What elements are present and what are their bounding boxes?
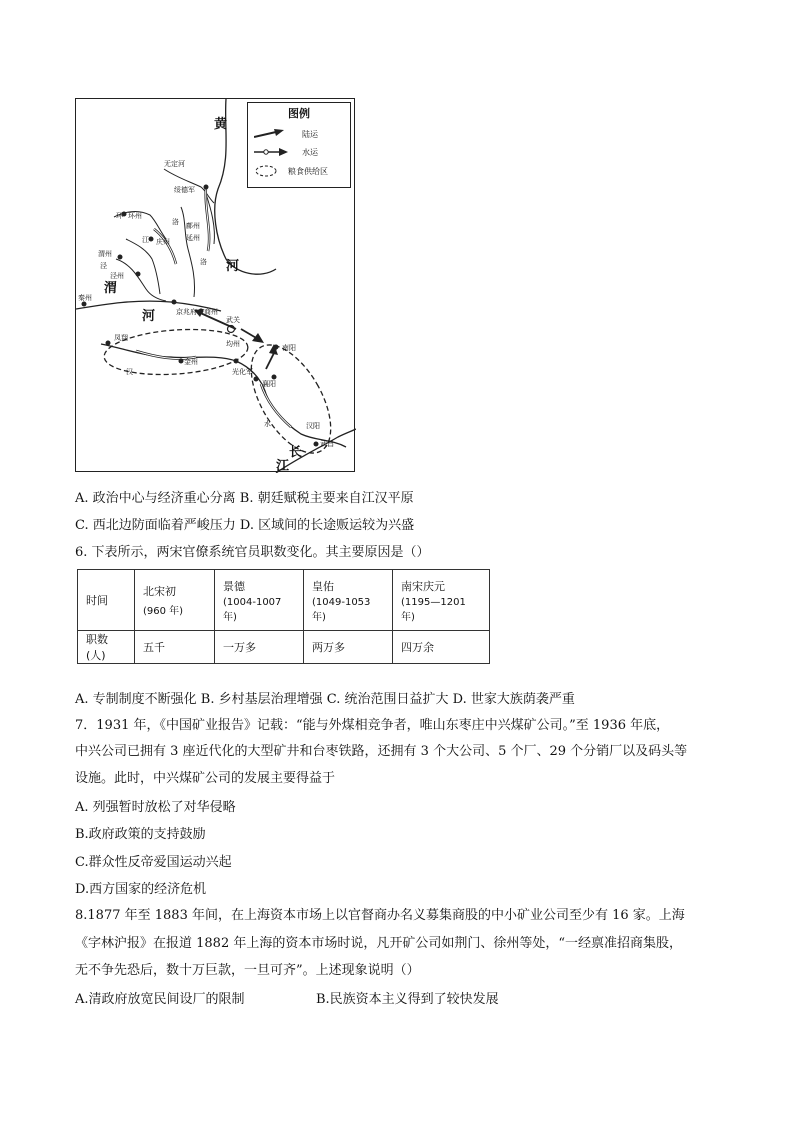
river-label-wei: 渭 [104, 281, 118, 296]
q7-line2: 中兴公司已拥有 3 座近代化的大型矿井和台枣铁路，还拥有 3 个大公司、5 个厂、29 个分销厂以及码头等 [75, 744, 688, 759]
map-legend [247, 102, 351, 188]
land-route-arrow-icon [254, 129, 284, 139]
q6-stem: 6. 下表所示，两宋官僚系统官员职数变化。其主要原因是（） [75, 545, 430, 560]
place-nanyang: 南阳 [282, 344, 296, 352]
place-jin: 金州 [184, 358, 198, 366]
river-label-jiang: 江 [276, 459, 290, 474]
table-header-time: 时间 [78, 570, 135, 631]
q8-option-a: A.清政府放宽民间设厂的限制 [75, 992, 245, 1007]
place-xiangyang: 襄阳 [262, 380, 276, 388]
river-label-chang: 长 [289, 445, 303, 460]
q8-option-b: B.民族资本主义得到了较快发展 [316, 992, 499, 1007]
q8-line1: 8.1877 年至 1883 年间，在上海资本市场上以官督商办名义募集商股的中小矿业公司至少有 16 家。上海 [75, 908, 685, 923]
place-guanghua: 光化军 [232, 368, 253, 376]
map-figure [75, 98, 355, 472]
place-wuding: 无定河 [164, 160, 185, 168]
q6-table [77, 569, 490, 664]
table-header-count: 职数(人) [78, 631, 135, 664]
q8-line3: 无不争先恐后，数十万巨款，一旦可齐”。上述现象说明（） [75, 963, 420, 978]
period-name: 景德 [223, 579, 245, 593]
table-cell-count: 五千 [135, 631, 215, 664]
place-hanyang: 汉阳 [306, 422, 320, 430]
place-luo: 洛 [172, 218, 179, 226]
place-ezhou: 武昌 [320, 440, 334, 448]
place-wei: 渭州 [98, 250, 112, 258]
period-years: (960 年) [143, 606, 184, 617]
period-name: 北宋初 [143, 585, 176, 598]
q6-options: A. 专制制度不断强化 B. 乡村基层治理增强 C. 统治范围日益扩大 D. 世家大族荫袭严重 [75, 692, 575, 707]
table-cell-period [135, 570, 215, 631]
q7-option-d: D.西方国家的经济危机 [75, 882, 207, 897]
place-jingzhou: 泾州 [110, 272, 124, 280]
q5-options-line1: A. 政治中心与经济重心分离 B. 朝廷赋税主要来自江汉平原 [75, 491, 414, 506]
place-qing: 庆州 [156, 238, 170, 246]
place-jingzhao: 京兆府 [176, 308, 197, 316]
period-years: (1195—1201 年) [401, 596, 466, 623]
legend-label-land: 陆运 [302, 130, 318, 139]
river-label-huang: 黄 [214, 117, 228, 132]
q7-option-c: C.群众性反帝爱国运动兴起 [75, 855, 232, 870]
legend-title: 图例 [288, 107, 310, 120]
q7-line3: 设施。此时，中兴煤矿公司的发展主要得益于 [75, 771, 336, 786]
river-label-he2: 河 [142, 309, 156, 324]
q7-option-b: B.政府政策的支持鼓励 [75, 827, 206, 842]
place-han: 汉 [126, 368, 133, 376]
period-name: 皇佑 [312, 579, 334, 593]
place-jiang: 江 [142, 236, 149, 244]
place-qin: 秦州 [78, 294, 92, 302]
legend-label-zone: 粮食供给区 [288, 167, 328, 176]
han-river [101, 344, 346, 447]
q7-option-a: A. 列强暂时放松了对华侵略 [75, 800, 236, 815]
table-cell-count: 一万多 [215, 631, 304, 664]
table-row [78, 570, 490, 631]
period-years: (1004-1007 年) [223, 596, 282, 623]
table-cell-period [215, 570, 304, 631]
place-fengfeng: 凤翔 [114, 334, 128, 342]
q5-options-line2: C. 西北边防面临着严峻压力 D. 区域间的长途贩运较为兴盛 [75, 518, 415, 533]
place-huanzhou: 环州 [128, 212, 142, 220]
period-name: 南宋庆元 [401, 579, 445, 593]
table-row [78, 631, 490, 664]
place-jing: 泾 [100, 262, 107, 270]
table-cell-period [393, 570, 490, 631]
place-wu: 武关 [226, 316, 240, 324]
q8-line2: 《字林沪报》在报道 1882 年上海的资本市场时说，凡开矿公司如荆门、徐州等处，“一经禀准招商集股， [75, 936, 682, 951]
place-suide: 绥德军 [174, 186, 195, 194]
place-huan: 环 [116, 212, 123, 220]
table-cell-count: 两万多 [304, 631, 393, 664]
supply-zone-dashed-ellipse-icon [254, 165, 278, 177]
q7-line1: 7．1931 年，《中国矿业报告》记载：“能与外煤相竞争者，唯山东枣庄中兴煤矿公司。”至 1936 年底， [75, 718, 670, 733]
table-cell-period [304, 570, 393, 631]
water-route-arrow-icon [254, 147, 288, 157]
table-cell-count: 四万余 [393, 631, 490, 664]
place-yan: 延州 [186, 234, 200, 242]
place-luo2: 洛 [200, 258, 207, 266]
place-shang: 商州 [204, 308, 218, 316]
place-fu: 鄜州 [186, 222, 200, 230]
legend-label-water: 水运 [302, 148, 318, 157]
place-jun: 均州 [226, 340, 240, 348]
period-years: (1049-1053 年) [312, 596, 371, 623]
place-shui: 水 [264, 420, 271, 428]
river-label-he1: 河 [226, 259, 240, 274]
